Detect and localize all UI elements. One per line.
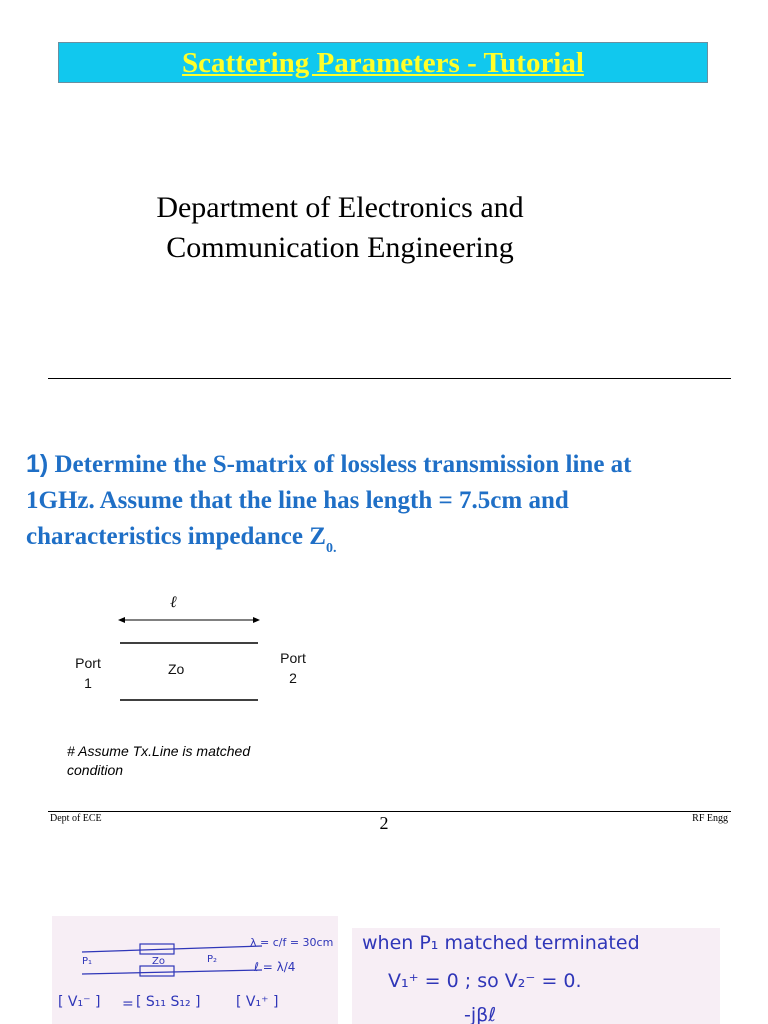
impedance-label: Zo <box>168 661 185 677</box>
port-1-word: Port <box>75 655 101 671</box>
question-line-3: characteristics impedance Z <box>26 523 326 550</box>
footer-department: Dept of ECE <box>50 813 102 824</box>
hw-port-2: P₂ <box>207 954 218 965</box>
hw-matrix-lhs: [ V₁⁻ ] <box>58 994 101 1010</box>
handwritten-note-left <box>52 916 338 1024</box>
impedance-subscript: 0. <box>325 541 337 556</box>
hw-wavelength: λ = c/f = 30cm <box>250 936 334 949</box>
hw-matrix-rhs: [ V₁⁺ ] <box>236 994 279 1010</box>
divider-bottom <box>48 811 731 812</box>
port-1-label <box>68 655 108 691</box>
department-line-1: Department of Electronics and <box>156 191 524 224</box>
port-2-word: Port <box>280 650 306 666</box>
page-number: 2 <box>379 813 389 833</box>
hw-s-matrix: [ S₁₁ S₁₂ ] <box>136 994 201 1010</box>
hw-line-1: when P₁ matched terminated <box>362 932 640 954</box>
footer-course: RF Engg <box>692 813 728 824</box>
question-line-2: 1GHz. Assume that the line has length = 7.5cm and <box>26 487 569 514</box>
hw-equals: = <box>122 996 134 1012</box>
length-label: ℓ <box>170 592 177 611</box>
hw-impedance: Zo <box>152 956 165 967</box>
hw-port-1: P₁ <box>82 956 93 967</box>
divider-top <box>48 378 731 379</box>
port-1-number: 1 <box>84 675 92 691</box>
tutorial-title: Scattering Parameters - Tutorial <box>182 47 584 79</box>
question-1 <box>26 446 761 567</box>
hw-line-3: -jβℓ <box>464 1004 497 1024</box>
length-arrow <box>118 617 260 623</box>
question-line-1: Determine the S-matrix of lossless transmission line at <box>54 451 632 478</box>
hw-line-2: V₁⁺ = 0 ; so V₂⁻ = 0. <box>388 970 582 992</box>
matched-condition-note: # Assume Tx.Line is matched condition <box>67 743 251 778</box>
title-banner <box>58 42 708 83</box>
transmission-line-diagram <box>110 610 270 710</box>
port-2-number: 2 <box>289 670 297 686</box>
hw-length: ℓ = λ/4 <box>254 960 296 974</box>
department-line-2: Communication Engineering <box>166 231 514 264</box>
question-number: 1) <box>26 450 49 478</box>
handwritten-note-right <box>352 928 720 1024</box>
port-2-label <box>273 650 313 686</box>
